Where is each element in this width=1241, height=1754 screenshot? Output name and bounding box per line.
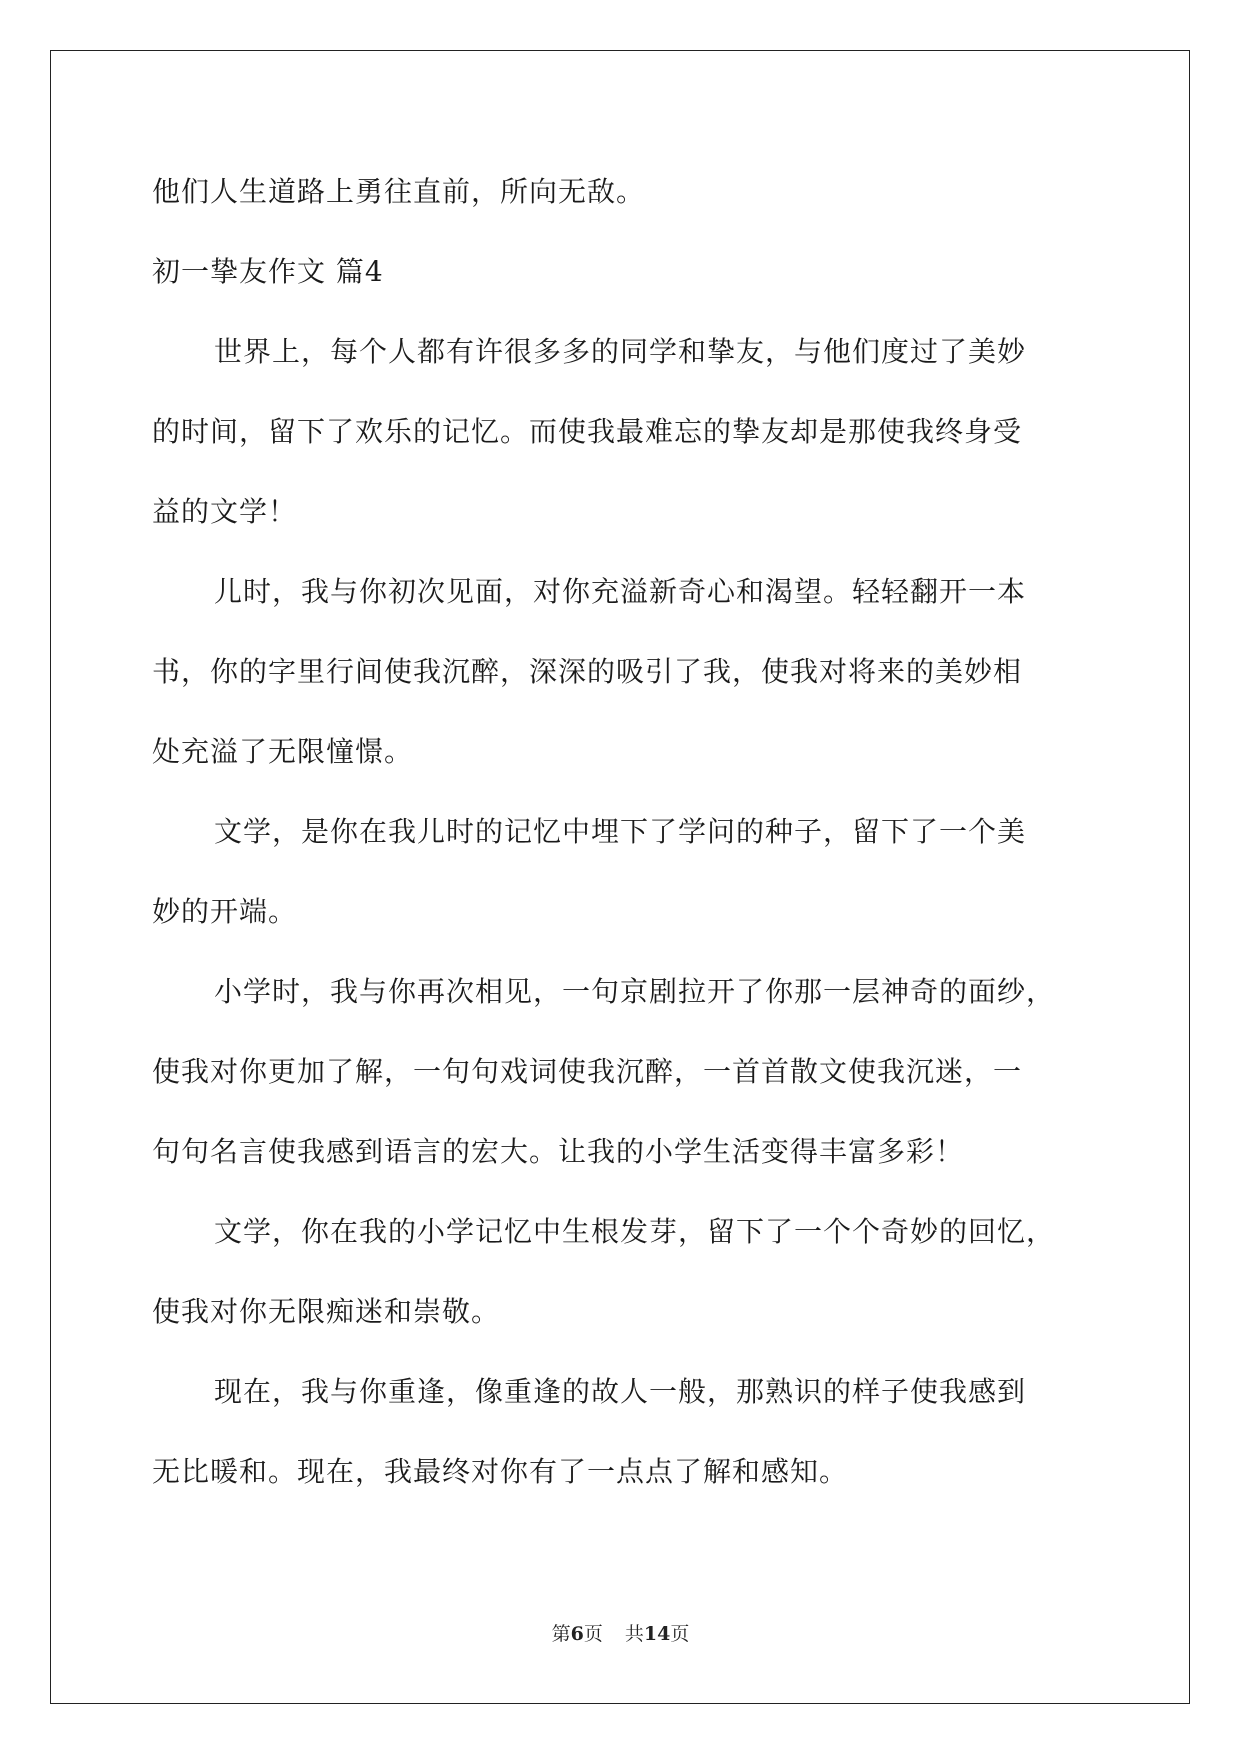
paragraph-4-line-1: 小学时，我与你再次相见，一句京剧拉开了你那一层神奇的面纱， <box>214 975 1056 1008</box>
section-heading: 初一挚友作文 篇4 <box>152 255 384 288</box>
footer-page-prefix: 第 <box>551 1623 571 1645</box>
paragraph-5-line-1: 文学，你在我的小学记忆中生根发芽，留下了一个个奇妙的回忆， <box>214 1215 1056 1248</box>
paragraph-6-line-1: 现在，我与你重逢，像重逢的故人一般，那熟识的样子使我感到 <box>214 1375 1027 1408</box>
paragraph-6-line-2: 无比暖和。现在，我最终对你有了一点点了解和感知。 <box>152 1455 849 1488</box>
footer-total-pages: 14 <box>643 1623 671 1645</box>
footer-total-prefix: 共 <box>624 1623 644 1645</box>
document-body <box>152 152 1092 1512</box>
footer-total-suffix: 页 <box>670 1623 690 1645</box>
paragraph-3-line-2: 妙的开端。 <box>152 895 298 928</box>
paragraph-2-line-1: 儿时，我与你初次见面，对你充溢新奇心和渴望。轻轻翻开一本 <box>214 575 1027 608</box>
paragraph-1-line-1: 世界上，每个人都有许很多多的同学和挚友，与他们度过了美妙 <box>214 335 1027 368</box>
paragraph-1-line-2: 的时间，留下了欢乐的记忆。而使我最难忘的挚友却是那使我终身受 <box>152 415 1023 448</box>
paragraph-4-line-3: 句句名言使我感到语言的宏大。让我的小学生活变得丰富多彩！ <box>152 1135 965 1168</box>
footer-current-page: 6 <box>570 1623 584 1645</box>
footer-page-suffix: 页 <box>583 1623 603 1645</box>
paragraph-3-line-1: 文学，是你在我儿时的记忆中埋下了学问的种子，留下了一个美 <box>214 815 1027 848</box>
text-line-1: 他们人生道路上勇往直前，所向无敌。 <box>152 175 646 208</box>
paragraph-4-line-2: 使我对你更加了解，一句句戏词使我沉醉，一首首散文使我沉迷，一 <box>152 1055 1023 1088</box>
paragraph-2-line-3: 处充溢了无限憧憬。 <box>152 735 414 768</box>
paragraph-2-line-2: 书，你的字里行间使我沉醉，深深的吸引了我，使我对将来的美妙相 <box>152 655 1023 688</box>
paragraph-5-line-2: 使我对你无限痴迷和崇敬。 <box>152 1295 501 1328</box>
paragraph-1-line-3: 益的文学！ <box>152 495 298 528</box>
page-footer <box>0 1619 1241 1646</box>
